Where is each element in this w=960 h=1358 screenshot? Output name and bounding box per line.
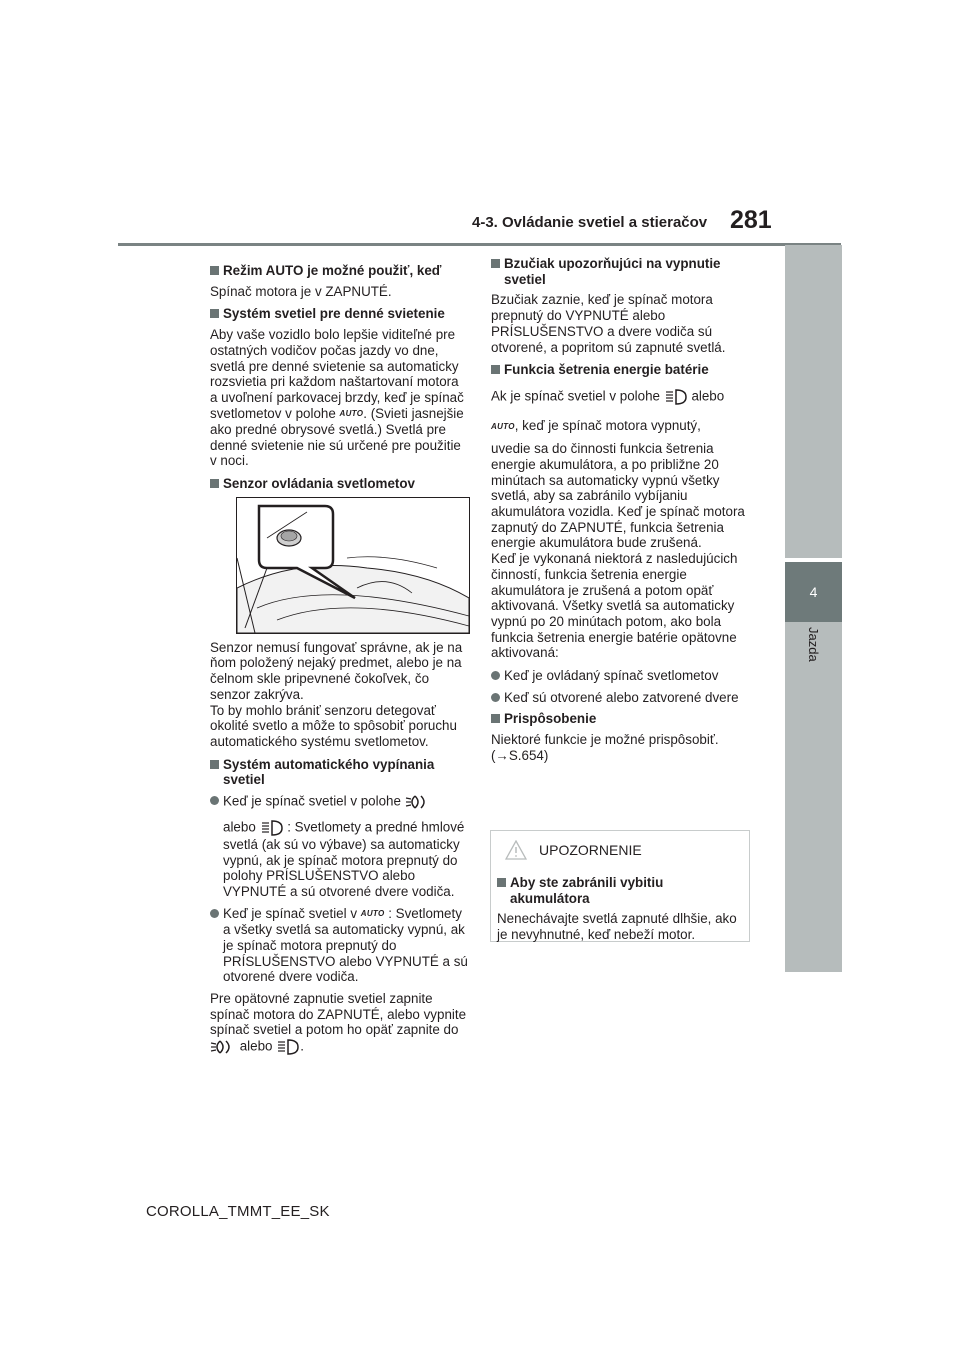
heading-drl: Systém svetiel pre denné svietenie (210, 306, 468, 322)
warning-heading: Aby ste zabránili vybitiu akumulátora (497, 875, 743, 906)
headlight-icon (276, 1038, 300, 1056)
headlight-icon (664, 388, 688, 406)
chapter-label: Jazda (806, 627, 821, 662)
auto-icon: AUTO (360, 909, 385, 919)
para-battery-2: AUTO, keď je spínač motora vypnutý, (491, 417, 701, 433)
warning-triangle-icon (505, 840, 527, 860)
right-column (491, 256, 749, 771)
para-reenable: Pre opätovné zapnutie svetiel zapnite spínač motora do ZAPNUTÉ, alebo vypnite spínač svetiel a potom ho opäť zapnite do alebo . (210, 991, 468, 1056)
left-column (210, 263, 468, 1063)
heading-battery-saver: Funkcia šetrenia energie batérie (491, 362, 749, 378)
para-battery-3: uvedie sa do činnosti funkcia šetrenia energie akumulátora, a po približne 20 minútach sa automaticky vypnú všetky svetlá, aby sa zabránilo vybíjaniu akumulátora vozidla. Keď je spínač motora zapnutý do ZAPNUTÉ, funkcia šetrenia energie akumulátora bude zrušená. (491, 441, 745, 551)
side-tab-bar-bottom (785, 622, 842, 972)
side-tab-bar-top (785, 245, 842, 558)
sensor-illustration (236, 497, 470, 634)
para-sensor: Senzor nemusí fungovať správne, ak je na ňom položený nejaký predmet, alebo je na čelnom skle pripevnené čokoľvek, čo senzor zakrýva. (210, 639, 463, 702)
auto-icon: AUTO (339, 409, 364, 419)
page-reference[interactable]: (→S.654) (491, 747, 549, 763)
para-sensor-2: To by mohlo brániť senzoru detegovať okolité svetlo a môže to spôsobiť poruchu automatického systému svetlometov. (210, 702, 457, 749)
auto-icon: AUTO (491, 421, 515, 431)
section-title: 4-3. Ovládanie svetiel a stieračov (472, 214, 708, 231)
fog-light-icon (405, 793, 431, 811)
header-rule (118, 243, 841, 246)
bullet-switch: Keď je ovládaný spínač svetlometov (491, 668, 749, 684)
heading-customize: Prispôsobenie (491, 711, 749, 727)
warning-title: UPOZORNENIE (539, 842, 642, 858)
warning-text: Nenechávajte svetlá zapnuté dlhšie, ako je nevyhnutné, keď nebeží motor. (497, 911, 737, 943)
heading-buzzer: Bzučiak upozorňujúci na vypnutie svetiel (491, 256, 749, 287)
bullet-doors: Keď sú otvorené alebo zatvorené dvere (491, 690, 749, 706)
chapter-tab: 4 (785, 562, 842, 622)
para-drl: Aby vaše vozidlo bolo lepšie viditeľné pre ostatných vodičov počas jazdy vo dne, svetlá pre denné svietenie sa automaticky rozsvietia pri každom naštartovaní motora a uvoľnení parkovacej brzdy, keď je spínač svetlometov v polohe AUTO. (Svieti jasnejšie ako predné obrysové svetlá.) Svetlá pre denné svietenie nie sú určené pre použitie v noci. (210, 327, 464, 469)
page-number: 281 (730, 206, 772, 234)
footer-code: COROLLA_TMMT_EE_SK (146, 1203, 330, 1220)
bullet-low-beam: Keď je spínač svetiel v polohe (210, 793, 468, 811)
para-battery-1: Ak je spínač svetiel v polohe alebo (491, 388, 749, 406)
warning-header (491, 831, 749, 869)
headlight-icon (260, 819, 284, 837)
heading-sensor: Senzor ovládania svetlometov (210, 476, 468, 492)
fog-light-icon (210, 1038, 236, 1056)
warning-box (490, 830, 750, 942)
bullet-low-beam-cont: alebo : Svetlomety a predné hmlové svetlá (ak sú vo výbave) sa automaticky vypnú, ak je spínač motora prepnutý do polohy PRÍSLUŠENSTVO alebo VYPNUTÉ a sú otvorené dvere vodiča. (223, 819, 465, 900)
heading-auto-mode: Režim AUTO je možné použiť, keď (210, 263, 468, 279)
para-customize: Niektoré funkcie je možné prispôsobiť. (491, 732, 719, 748)
para-battery-4: Keď je vykonaná niektorá z nasledujúcich činností, funkcia šetrenia energie akumulátora je zrušená a potom opäť aktivovaná. Všetky svetlá sa automaticky vypnú po 20 minútach potom, ako bola funkcia šetrenia energie batérie opätovne aktivovaná: (491, 551, 738, 661)
para-auto-mode: Spínač motora je v ZAPNUTÉ. (210, 283, 392, 299)
para-buzzer: Bzučiak zaznie, keď je spínač motora prepnutý do VYPNUTÉ alebo PRÍSLUŠENSTVO a dvere vodiča sú otvorené, a popritom sú zapnuté svetlá. (491, 292, 726, 355)
bullet-auto: Keď je spínač svetiel v AUTO : Svetlomety a všetky svetlá sa automaticky vypnú, ak je spínač motora prepnutý do PRÍSLUŠENSTVO alebo VYPNUTÉ a sú otvorené dvere vodiča. (210, 906, 468, 985)
heading-auto-off: Systém automatického vypínania svetiel (210, 757, 468, 788)
